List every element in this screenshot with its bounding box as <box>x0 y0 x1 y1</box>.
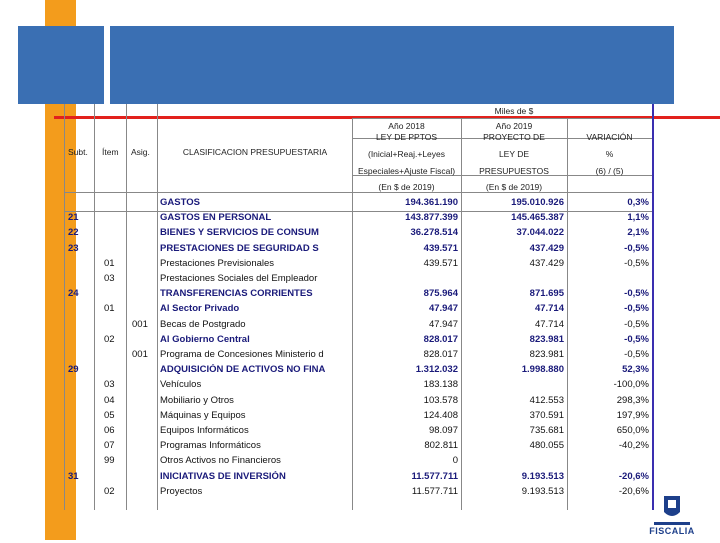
cell-clasificacion: Becas de Postgrado <box>160 318 246 330</box>
cell-variacion: -100,0% <box>613 379 649 391</box>
cell-subt: 22 <box>68 227 79 239</box>
cell-item: 02 <box>104 333 115 345</box>
cell-item: 01 <box>104 257 115 269</box>
header-2019-l5: (En $ de 2019) <box>485 182 543 192</box>
header-item: Ítem <box>102 147 119 157</box>
cell-clasificacion: INICIATIVAS DE INVERSIÓN <box>160 470 286 482</box>
cell-item: 02 <box>104 485 115 497</box>
header-miles: Miles de $ <box>494 106 534 116</box>
cell-2018: 103.578 <box>423 394 458 406</box>
cell-2018: 11.577.711 <box>411 485 458 497</box>
cell-item: 06 <box>104 425 115 436</box>
cell-subt: 24 <box>68 288 79 300</box>
header-variacion-l1: VARIACIÓN <box>586 132 633 142</box>
cell-2018: 98.097 <box>428 425 458 436</box>
header-2019-l2: PROYECTO DE <box>483 132 545 142</box>
cell-variacion: -0,5% <box>624 349 649 360</box>
cell-2018: 0 <box>452 455 458 467</box>
cell-subt: 23 <box>68 242 79 254</box>
cell-clasificacion: Vehículos <box>160 379 202 391</box>
header-rule <box>352 118 652 119</box>
budget-table <box>64 104 656 510</box>
cell-clasificacion: Prestaciones Sociales del Empleador <box>160 273 318 284</box>
cell-clasificacion: GASTOS EN PERSONAL <box>160 212 272 224</box>
cell-2019: 1.998.880 <box>521 364 564 376</box>
header-2018-l4: Especiales+Ajuste Fiscal) <box>357 166 456 176</box>
header-2019-l4: PRESUPUESTOS <box>479 166 549 176</box>
cell-clasificacion: Al Gobierno Central <box>160 333 250 345</box>
cell-variacion: 1,1% <box>627 212 649 224</box>
cell-2018: 439.571 <box>423 242 458 254</box>
cell-clasificacion: TRANSFERENCIAS CORRIENTES <box>160 288 313 300</box>
fiscalia-logo <box>640 494 704 538</box>
cell-item: 05 <box>104 409 115 421</box>
cell-item: 04 <box>104 394 115 406</box>
cell-variacion: -0,5% <box>624 242 649 254</box>
cell-item: 99 <box>104 455 115 467</box>
cell-2018: 828.017 <box>423 349 458 360</box>
cell-clasificacion: Programa de Concesiones Ministerio d <box>160 349 324 360</box>
cell-2019: 871.695 <box>529 288 564 300</box>
col-divider <box>64 104 65 510</box>
cell-item: 01 <box>104 303 115 315</box>
cell-variacion: -20,6% <box>618 470 649 482</box>
cell-variacion: 650,0% <box>616 425 649 436</box>
cell-clasificacion: Equipos Informáticos <box>160 425 249 436</box>
cell-variacion: -0,5% <box>624 257 649 269</box>
cell-2019: 823.981 <box>529 349 564 360</box>
cell-2019: 437.429 <box>529 257 564 269</box>
blue-block-left <box>18 26 104 104</box>
cell-2019: 37.044.022 <box>516 227 564 239</box>
header-2018-l5: (En $ de 2019) <box>378 182 435 192</box>
cell-variacion: 52,3% <box>622 364 649 376</box>
cell-variacion: 298,3% <box>616 394 649 406</box>
cell-2019: 9.193.513 <box>521 470 564 482</box>
cell-2018: 47.947 <box>428 318 458 330</box>
cell-2018: 439.571 <box>423 257 458 269</box>
cell-asig: 001 <box>132 318 148 330</box>
cell-item: 07 <box>104 440 115 452</box>
col-divider <box>126 104 127 510</box>
header-asig: Asig. <box>131 147 150 157</box>
cell-variacion: -0,5% <box>624 288 649 300</box>
cell-2018: 183.138 <box>423 379 458 391</box>
cell-variacion: -40,2% <box>618 440 649 452</box>
cell-2019: 195.010.926 <box>511 197 564 208</box>
cell-2019: 480.055 <box>529 440 564 452</box>
cell-subt: 31 <box>68 470 79 482</box>
cell-2019: 437.429 <box>529 242 564 254</box>
cell-clasificacion: GASTOS <box>160 197 200 208</box>
cell-clasificacion: Prestaciones Previsionales <box>160 257 275 269</box>
cell-2019: 370.591 <box>529 409 564 421</box>
cell-variacion: 2,1% <box>627 227 649 239</box>
col-divider <box>157 104 158 510</box>
cell-2018: 11.577.711 <box>411 470 458 482</box>
cell-variacion: -0,5% <box>624 318 649 330</box>
cell-asig: 001 <box>132 349 148 360</box>
cell-item: 03 <box>104 273 115 284</box>
cell-2019: 735.681 <box>529 425 564 436</box>
cell-2018: 194.361.190 <box>405 197 458 208</box>
cell-variacion: 0,3% <box>627 197 649 208</box>
cell-2019: 823.981 <box>529 333 564 345</box>
header-clasificacion: CLASIFICACION PRESUPUESTARIA <box>182 147 328 157</box>
cell-2019: 47.714 <box>534 318 564 330</box>
cell-variacion: -0,5% <box>624 333 649 345</box>
header-2019-l3: LEY DE <box>498 149 530 159</box>
cell-clasificacion: ADQUISICIÓN DE ACTIVOS NO FINA <box>160 364 326 376</box>
col-divider <box>94 104 95 510</box>
cell-2018: 802.811 <box>424 440 458 452</box>
cell-clasificacion: Al Sector Privado <box>160 303 240 315</box>
cell-2019: 145.465.387 <box>511 212 564 224</box>
cell-clasificacion: Proyectos <box>160 485 203 497</box>
header-2018-l2: LEY DE PPTOS <box>375 132 438 142</box>
cell-variacion: -20,6% <box>618 485 649 497</box>
header-variacion-l3: (6) / (5) <box>595 166 624 176</box>
cell-2018: 828.017 <box>423 333 458 345</box>
cell-clasificacion: Mobiliario y Otros <box>160 394 234 406</box>
cell-2019: 47.714 <box>534 303 564 315</box>
cell-2018: 1.312.032 <box>415 364 458 376</box>
cell-variacion: -0,5% <box>624 303 649 315</box>
cell-clasificacion: Otros Activos no Financieros <box>160 455 281 467</box>
cell-2018: 875.964 <box>423 288 458 300</box>
cell-clasificacion: Máquinas y Equipos <box>160 409 246 421</box>
cell-subt: 29 <box>68 364 79 376</box>
header-2019-l1: Año 2019 <box>495 121 533 131</box>
cell-2018: 124.408 <box>423 409 458 421</box>
header-2018-l3: (Inicial+Reaj.+Leyes <box>367 149 445 159</box>
cell-clasificacion: PRESTACIONES DE SEGURIDAD S <box>160 242 319 254</box>
blue-block-right <box>110 26 674 104</box>
table-right-border <box>652 104 654 510</box>
cell-2018: 36.278.514 <box>410 227 458 239</box>
logo-text: FISCALIA <box>649 526 695 536</box>
cell-variacion: 197,9% <box>616 409 649 421</box>
header-variacion-l2: % <box>605 149 614 159</box>
header-subt: Subt. <box>68 147 88 157</box>
header-2018-l1: Año 2018 <box>388 121 425 131</box>
cell-2019: 412.553 <box>529 394 564 406</box>
cell-2018: 47.947 <box>428 303 458 315</box>
cell-clasificacion: BIENES Y SERVICIOS DE CONSUM <box>160 227 319 239</box>
cell-2018: 143.877.399 <box>405 212 458 224</box>
cell-clasificacion: Programas Informáticos <box>160 440 261 452</box>
cell-item: 03 <box>104 379 115 391</box>
cell-2019: 9.193.513 <box>521 485 564 497</box>
cell-subt: 21 <box>68 212 79 224</box>
